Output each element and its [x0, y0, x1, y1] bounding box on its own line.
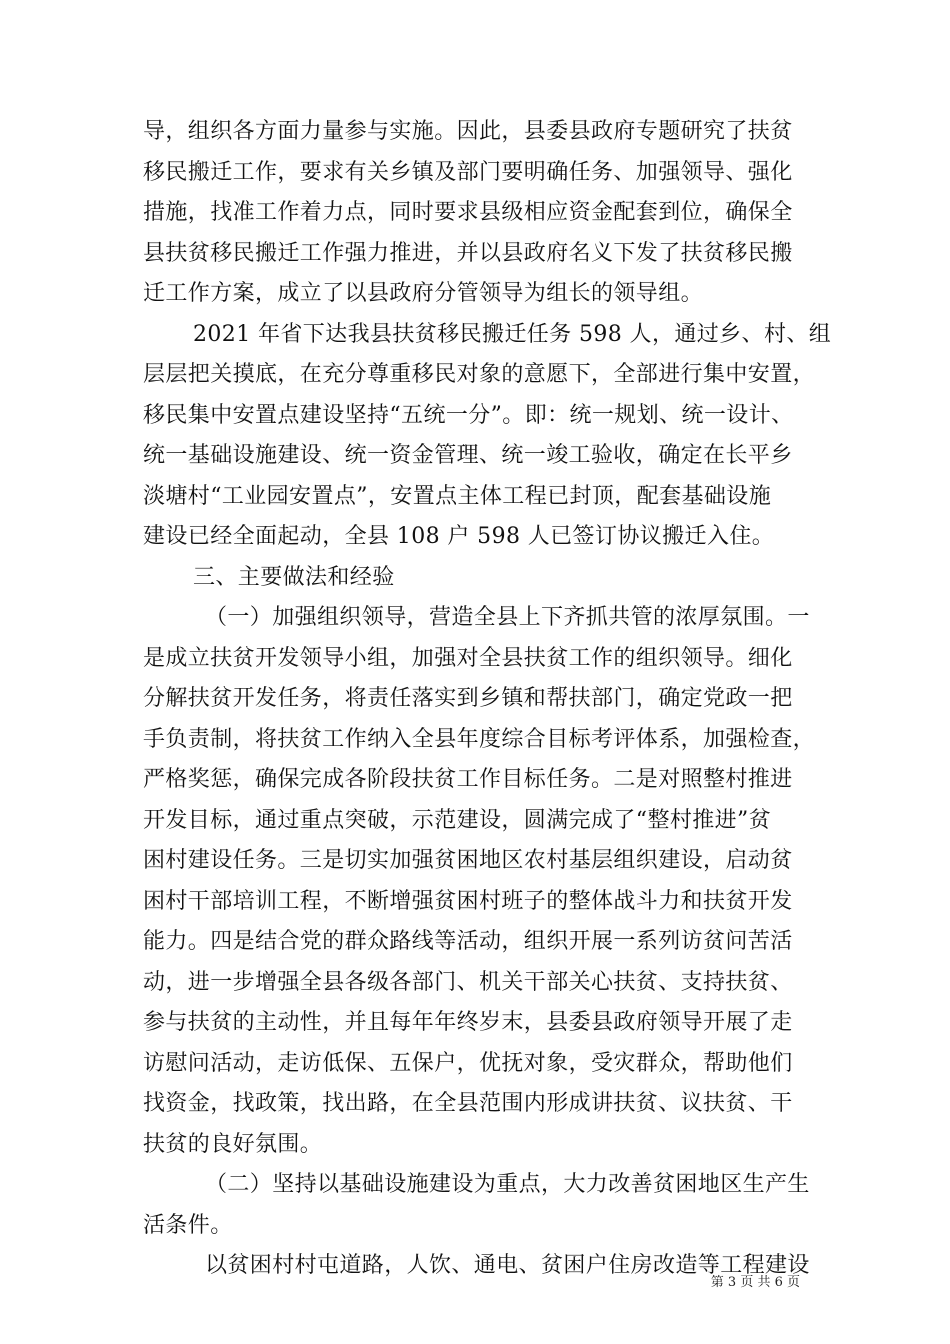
text-line: 建设已经全面起动，全县 108 户 598 人已签订协议搬迁入住。: [143, 524, 775, 549]
text-line: 参与扶贫的主动性，并且每年年终岁末，县委县政府领导开展了走: [143, 1010, 793, 1035]
text-line: 动，进一步增强全县各级各部门、机关干部关心扶贫、支持扶贫、: [143, 969, 793, 995]
subsection-heading: （二）坚持以基础设施建设为重点，大力改善贫困地区生产生: [205, 1172, 810, 1197]
paragraph-start-line: 2021 年省下达我县扶贫移民搬迁任务 598 人，通过乡、村、组: [193, 321, 832, 347]
text-line: 找资金，找政策，找出路，在全县范围内形成讲扶贫、议扶贫、干: [143, 1091, 793, 1116]
text-line: 淡塘村“工业园安置点”，安置点主体工程已封顶，配套基础设施: [143, 483, 772, 509]
paragraph-start-line: 以贫困村村屯道路，人饮、通电、贫困户住房改造等工程建设: [205, 1253, 810, 1278]
text-line: 统一基础设施建设、统一资金管理、统一竣工验收，确定在长平乡: [143, 443, 793, 468]
text-line: 困村建设任务。三是切实加强贫困地区农村基层组织建设，启动贫: [143, 848, 793, 873]
section-heading: 三、主要做法和经验: [193, 564, 395, 590]
text-line: 导，组织各方面力量参与实施。因此，县委县政府专题研究了扶贫: [143, 119, 793, 144]
text-line: 活条件。: [143, 1212, 233, 1238]
text-line: 是成立扶贫开发领导小组，加强对全县扶贫工作的组织领导。细化: [143, 645, 793, 671]
text-line: 迁工作方案，成立了以县政府分管领导为组长的领导组。: [143, 281, 704, 306]
text-line: 层层把关摸底，在充分尊重移民对象的意愿下，全部进行集中安置，: [143, 362, 816, 387]
body-text: [143, 112, 833, 1287]
text-line: 困村干部培训工程，不断增强贫困村班子的整体战斗力和扶贫开发: [143, 888, 793, 914]
text-line: 访慰问活动，走访低保、五保户，优抚对象，受灾群众，帮助他们: [143, 1050, 793, 1076]
text-line: 县扶贫移民搬迁工作强力推进，并以县政府名义下发了扶贫移民搬: [143, 240, 793, 266]
text-line: 分解扶贫开发任务，将责任落实到乡镇和帮扶部门，确定党政一把: [143, 686, 793, 711]
text-line: 开发目标，通过重点突破，示范建设，圆满完成了“整村推进”贫: [143, 807, 772, 833]
text-line: 严格奖惩，确保完成各阶段扶贫工作目标任务。二是对照整村推进: [143, 767, 793, 792]
text-line: 移民集中安置点建设坚持“五统一分”。即：统一规划、统一设计、: [143, 402, 794, 428]
text-line: 扶贫的良好氛围。: [143, 1131, 323, 1157]
page-number: 第 3 页 共 6 页: [710, 1275, 800, 1290]
text-line: 措施，找准工作着力点，同时要求县级相应资金配套到位，确保全: [143, 200, 793, 225]
text-line: 手负责制，将扶贫工作纳入全县年度综合目标考评体系，加强检查，: [143, 726, 816, 752]
text-line: 能力。四是结合党的群众路线等活动，组织开展一系列访贫问苦活: [143, 929, 793, 954]
subsection-heading: （一）加强组织领导，营造全县上下齐抓共管的浓厚氛围。一: [205, 605, 810, 630]
text-line: 移民搬迁工作，要求有关乡镇及部门要明确任务、加强领导、强化: [143, 159, 793, 185]
